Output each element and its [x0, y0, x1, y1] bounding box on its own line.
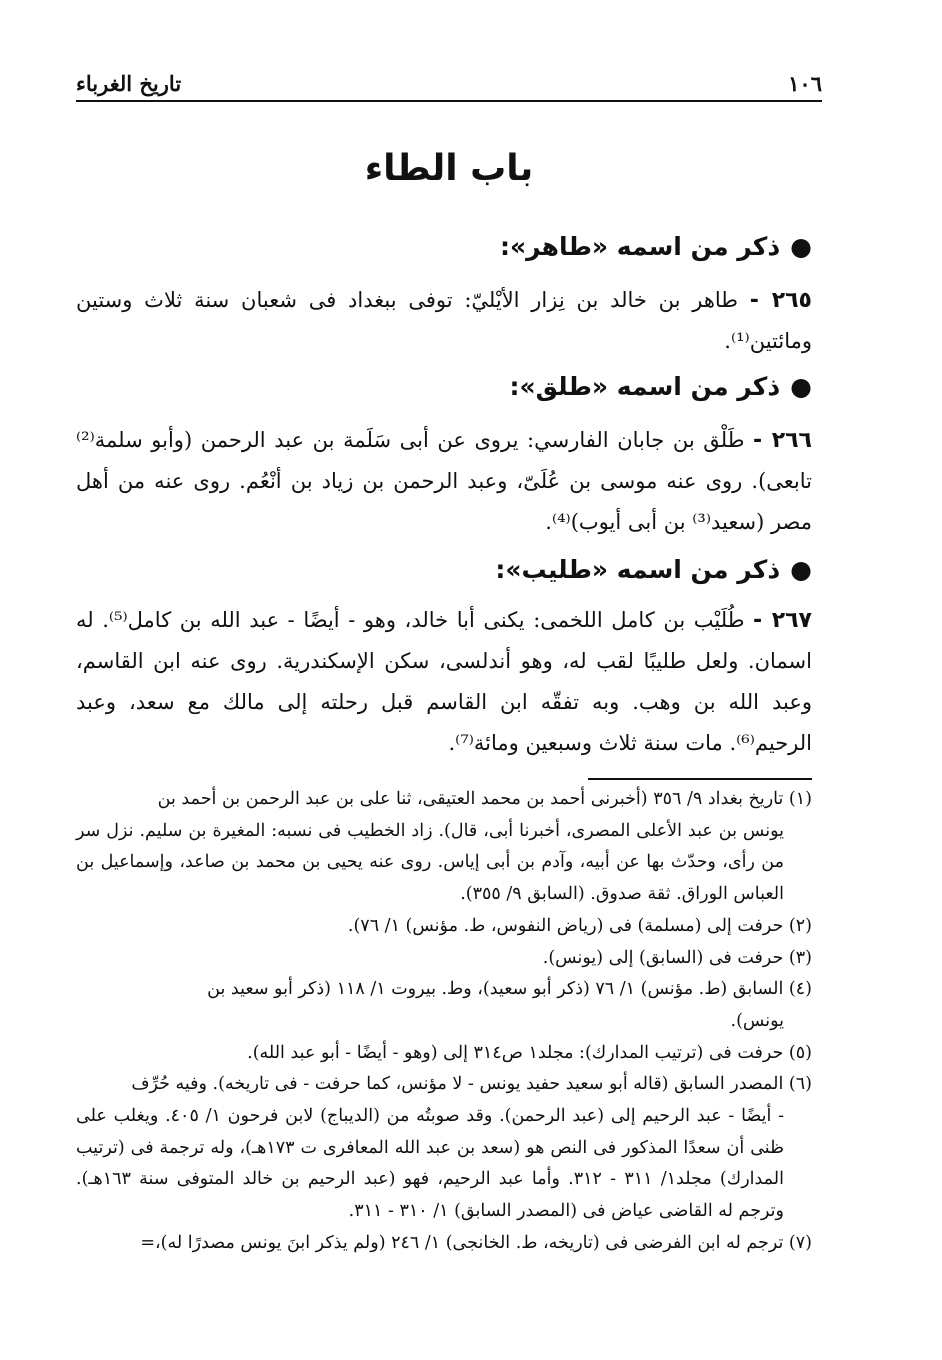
footnote-3 [76, 943, 812, 975]
section-heading-tulayb [495, 555, 812, 584]
book-title: تاريخ الغرباء [76, 71, 182, 96]
footnote-rule [588, 778, 812, 780]
footnote-2 [76, 911, 812, 943]
footnote-text: (٦) المصدر السابق (قاله أبو سعيد حفيد يونس - لا مؤنس، كما حرفت - فى تاريخه). وفيه حُرِّف [131, 1074, 812, 1095]
entry-266 [76, 420, 812, 543]
section-heading-talq [510, 372, 813, 401]
entry-text: طُلَيْب بن كامل اللخمى: يكنى أبا خالد، وهو - أيضًا - عبد الله بن كامل⁽⁵⁾. له اسمان. ولعل طليبًا لقب له، وهو أندلسى، سكن الإسكندرية. روى عنه ابن القاسم، وعبد الله بن وهب. وبه تفقّه ابن القاسم قبل رحلته إلى مالك مع سعد، وعبد الرحيم⁽⁶⁾. مات سنة ثلاث وسبعين ومائة⁽⁷⁾. [76, 608, 812, 755]
header-rule [76, 100, 822, 102]
footnote-text: (٤) السابق (ط. مؤنس) ١/ ٧٦ (ذكر أبو سعيد)، وط. بيروت ١/ ١١٨ (ذكر أبو سعيد بن [207, 979, 812, 1000]
footnote-text: (٥) حرفت فى (ترتيب المدارك): مجلد١ ص٣١٤ إلى (وهو - أيضًا - أبو عبد الله). [247, 1042, 812, 1063]
footnote-1 [76, 784, 812, 911]
footnote-continuation: يونس). [730, 1010, 784, 1031]
footnote-7 [76, 1228, 812, 1260]
footnote-5 [76, 1038, 812, 1070]
footnote-text: (٧) ترجم له ابن الفرضى فى (تاريخه، ط. الخانجى) ١/ ٢٤٦ (ولم يذكر ابنَ يونس مصدرًا له)،= [140, 1232, 812, 1253]
footnote-6 [76, 1069, 812, 1228]
bullet-icon: ● [790, 232, 812, 261]
running-header [76, 62, 822, 96]
entry-number: ٢٦٧ - [752, 608, 812, 633]
entry-number: ٢٦٥ - [749, 288, 812, 313]
footnote-4 [76, 974, 812, 1037]
section-heading-taher [500, 232, 812, 261]
section-heading-text: ذكر من اسمه «طليب»: [495, 555, 781, 584]
page-number: ١٠٦ [788, 71, 822, 96]
footnote-continuation: - أيضًا - عبد الرحيم إلى (عبد الرحمن). وقد صوبتُه من (الديباج) لابن فرحون ١/ ٤٠٥. ويغلب على ظنى أن سعدًا المذكور فى النص هو (سعد بن عبد الله المعافرى ت ١٧٣هـ)، وله ترجمة فى (ترتيب المدارك) مجلد١/ ٣١١ - ٣١٢. وأما عبد الرحيم، فهو (عبد الرحيم بن خالد المتوفى سنة ١٦٣هـ). وترجم له القاضى عياض فى (المصدر السابق) ١/ ٣١٠ - ٣١١. [76, 1106, 784, 1222]
bullet-icon: ● [790, 555, 812, 584]
footnotes [76, 784, 812, 1260]
footnote-text: (١) تاريخ بغداد ٩/ ٣٥٦ (أخبرنى أحمد بن محمد العتيقى، ثنا على بن عبد الرحمن بن أحمد بن [157, 789, 812, 809]
footnote-continuation: يونس بن عبد الأعلى المصرى، أخبرنا أبى، قال). زاد الخطيب فى نسبه: المغيرة بن سليم. نزل سر من رأى، وحدّث بها عن أبيه، وآدم بن أبى إياس. روى عنه يحيى بن محمد بن صاعد، وإسماعيل بن العباس الوراق. ثقة صدوق. (السابق ٩/ ٣٥٥). [76, 820, 784, 905]
entry-text: طَلْق بن جابان الفارسي: يروى عن أبى سَلَمة بن عبد الرحمن (وأبو سلمة⁽²⁾ تابعى). روى عنه موسى بن عُلَىّ، وعبد الرحمن بن زياد بن أنْعُم. روى عنه من أهل مصر (سعيد⁽³⁾ بن أبى أيوب)⁽⁴⁾. [76, 428, 812, 534]
footnote-text: (٣) حرفت فى (السابق) إلى (يونس). [542, 947, 812, 968]
entry-265 [76, 280, 812, 362]
section-heading-text: ذكر من اسمه «طلق»: [509, 372, 781, 401]
entry-number: ٢٦٦ - [753, 428, 812, 453]
bullet-icon: ● [790, 372, 812, 401]
entry-267 [76, 600, 812, 764]
chapter-title: باب الطاء [364, 148, 534, 189]
section-heading-text: ذكر من اسمه «طاهر»: [499, 232, 781, 261]
footnote-text: (٢) حرفت إلى (مسلمة) فى (رياض النفوس، ط. مؤنس) ١/ ٧٦). [347, 915, 812, 936]
entry-text: طاهر بن خالد بن نِزار الأيْليّ: توفى ببغداد فى شعبان سنة ثلاث وستين ومائتين⁽¹⁾. [76, 288, 812, 353]
